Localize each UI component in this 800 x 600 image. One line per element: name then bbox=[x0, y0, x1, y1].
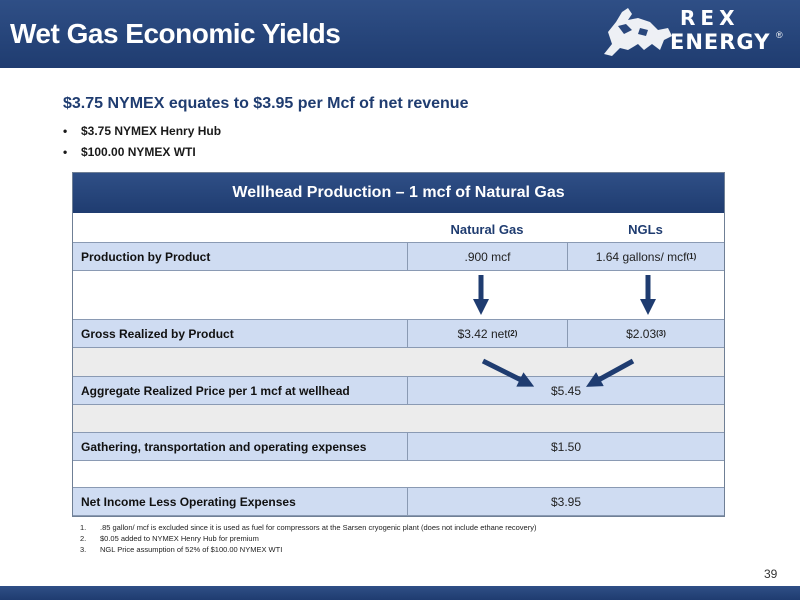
bullet-wti bbox=[63, 145, 196, 159]
wellhead-production-table bbox=[72, 172, 725, 517]
cell-gathering-value: $1.50 bbox=[407, 433, 724, 460]
bullet-henry-hub bbox=[63, 124, 221, 138]
headline: $3.75 NYMEX equates to $3.95 per Mcf of net revenue bbox=[63, 95, 469, 112]
row-spacer bbox=[73, 461, 724, 487]
logo-text-rex: REX bbox=[680, 6, 740, 30]
row-spacer bbox=[73, 405, 724, 432]
column-header-ngls: NGLs bbox=[628, 222, 663, 237]
row-net-income bbox=[73, 487, 724, 516]
row-label: Gathering, transportation and operating expenses bbox=[81, 440, 367, 454]
cell-gas-gross: $3.42 net (2) bbox=[407, 320, 567, 347]
header-bar bbox=[0, 0, 800, 68]
cell-net-value: $3.95 bbox=[407, 488, 724, 515]
bullet-text: $100.00 NYMEX WTI bbox=[81, 145, 196, 159]
registered-mark: ® bbox=[776, 30, 783, 40]
bullet-marker: • bbox=[63, 124, 68, 138]
row-production bbox=[73, 242, 724, 271]
horse-emblem-icon bbox=[598, 4, 676, 62]
logo-text-energy: ENERGY bbox=[670, 30, 771, 54]
page-number: 39 bbox=[764, 567, 778, 581]
table-title: Wellhead Production – 1 mcf of Natural Gas bbox=[73, 173, 724, 213]
row-label: Aggregate Realized Price per 1 mcf at wellhead bbox=[81, 384, 350, 398]
rex-energy-logo bbox=[598, 4, 794, 62]
row-aggregate-price bbox=[73, 376, 724, 405]
column-header-natural-gas: Natural Gas bbox=[450, 222, 524, 237]
bullet-marker: • bbox=[63, 145, 68, 159]
row-spacer bbox=[73, 271, 724, 319]
footnote-2: 2. $0.05 added to NYMEX Henry Hub for premium bbox=[80, 534, 259, 543]
row-gross-realized bbox=[73, 319, 724, 348]
footnotes bbox=[80, 522, 536, 555]
cell-gas-production: .900 mcf bbox=[407, 243, 567, 270]
footer-bar bbox=[0, 586, 800, 600]
cell-ngl-production: 1.64 gallons/ mcf (1) bbox=[567, 243, 724, 270]
row-label: Gross Realized by Product bbox=[81, 327, 234, 341]
cell-aggregate-value: $5.45 bbox=[407, 377, 724, 404]
cell-ngl-gross: $2.03 (3) bbox=[567, 320, 724, 347]
footnote-3: 3. NGL Price assumption of 52% of $100.00 NYMEX WTI bbox=[80, 545, 283, 554]
row-label: Production by Product bbox=[81, 250, 211, 264]
bullet-text: $3.75 NYMEX Henry Hub bbox=[81, 124, 222, 138]
slide-title: Wet Gas Economic Yields bbox=[10, 18, 341, 49]
footnote-1: 1. .85 gallon/ mcf is excluded since it is used as fuel for compressors at the Sarsen cryogenic plant (does not include ethane recovery) bbox=[80, 523, 537, 532]
row-label: Net Income Less Operating Expenses bbox=[81, 495, 296, 509]
row-gathering-expenses bbox=[73, 432, 724, 461]
row-spacer bbox=[73, 348, 724, 376]
